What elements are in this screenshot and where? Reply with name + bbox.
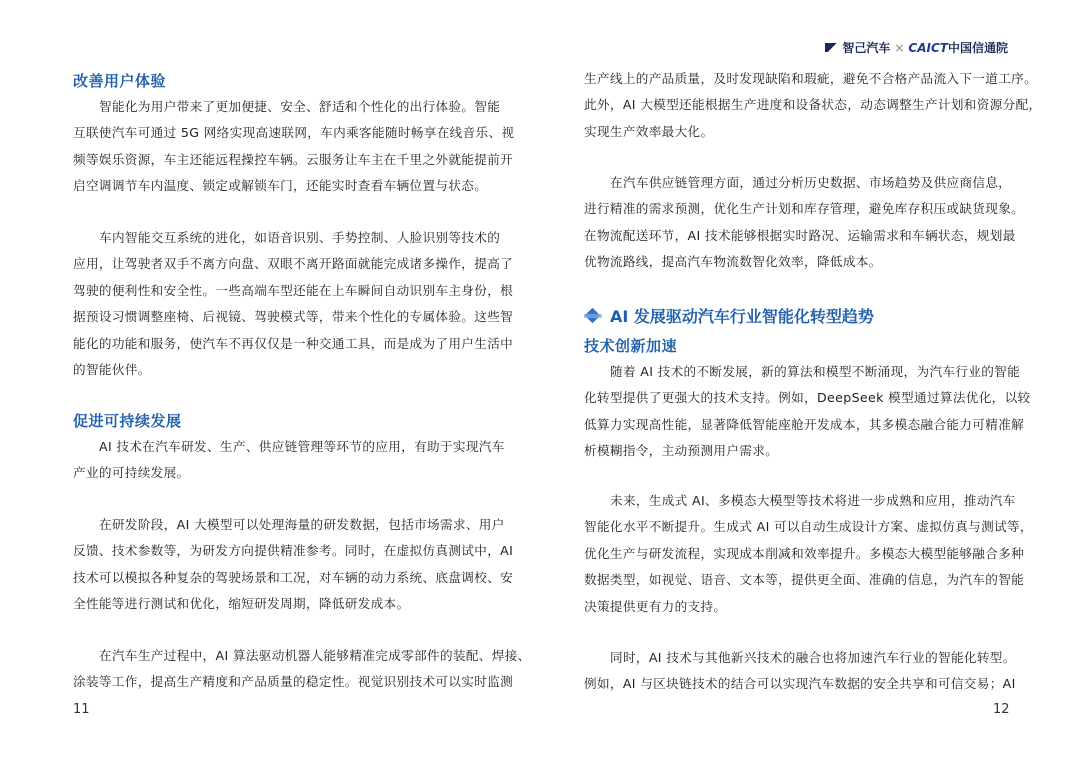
paragraph-supply-chain bbox=[584, 170, 1025, 276]
paragraph-ux-1 bbox=[73, 94, 515, 200]
text-line: 智能化为用户带来了更加便捷、安全、舒适和个性化的出行体验。智能 bbox=[99, 99, 501, 114]
text-line: 优物流路线，提高汽车物流数智化效率，降低成本。 bbox=[584, 254, 882, 270]
text-line: 在汽车生产过程中，AI 算法驱动机器人能够精准完成零部件的装配、焊接、 bbox=[99, 648, 531, 663]
text-line: 的智能伙伴。 bbox=[73, 362, 151, 378]
brand-caict-name: 中国信通院 bbox=[947, 41, 1008, 55]
text-line: 进行精准的需求预测，优化生产计划和库存管理，避免库存积压或缺货现象。 bbox=[584, 201, 1025, 217]
text-line: 启空调调节车内温度、锁定或解锁车门，还能实时查看车辆位置与状态。 bbox=[73, 178, 488, 194]
header-logo bbox=[825, 39, 1008, 56]
text-line: 驾驶的便利性和安全性。一些高端车型还能在上车瞬间自动识别车主身份，根 bbox=[73, 282, 514, 298]
text-line: 实现生产效率最大化。 bbox=[584, 123, 714, 139]
text-line: 据预设习惯调整座椅、后视镜、驾驶模式等，带来个性化的专属体验。这些智 bbox=[73, 309, 514, 325]
page-number-right: 12 bbox=[993, 702, 1010, 717]
text-line: 随着 AI 技术的不断发展，新的算法和模型不断涌现，为汽车行业的智能 bbox=[610, 364, 1021, 379]
heading-sustainability: 促进可持续发展 bbox=[73, 412, 182, 430]
text-line: 例如，AI 与区块链技术的结合可以实现汽车数据的安全共享和可信交易；AI bbox=[584, 676, 1016, 692]
text-line: 化转型提供了更强大的技术支持。例如，DeepSeek 模型通过算法优化，以较 bbox=[584, 390, 1031, 406]
paragraph-tech-1 bbox=[584, 359, 1031, 465]
diamond-icon bbox=[584, 307, 602, 325]
brand-im: 智己汽车 bbox=[842, 41, 891, 55]
text-line: 数据类型，如视觉、语音、文本等，提供更全面、准确的信息，为汽车的智能 bbox=[584, 572, 1025, 588]
text-line: 应用，让驾驶者双手不离方向盘、双眼不离开路面就能完成诸多操作，提高了 bbox=[73, 256, 514, 272]
brand-separator: × bbox=[894, 40, 905, 55]
paragraph-future bbox=[584, 488, 1033, 620]
text-line: 低算力实现高性能，显著降低智能座舱开发成本，其多模态融合能力可精准解 bbox=[584, 416, 1025, 432]
text-line: 涂装等工作，提高生产精度和产品质量的稳定性。视觉识别技术可以实时监测 bbox=[73, 674, 514, 690]
paragraph-production-cont bbox=[584, 66, 1042, 145]
text-line: 反馈、技术参数等，为研发方向提供精准参考。同时，在虚拟仿真测试中，AI bbox=[73, 543, 514, 559]
page-number-left: 11 bbox=[73, 702, 90, 717]
text-line: 未来，生成式 AI、多模态大模型等技术将进一步成熟和应用，推动汽车 bbox=[610, 493, 1016, 508]
text-line: 生产线上的产品质量，及时发现缺陷和瑕疵，避免不合格产品流入下一道工序。 bbox=[584, 71, 1038, 86]
heading-improve-ux: 改善用户体验 bbox=[73, 72, 167, 90]
heading-tech-innovation: 技术创新加速 bbox=[584, 337, 678, 355]
paragraph-rnd bbox=[73, 512, 514, 618]
text-line: 频等娱乐资源，车主还能远程操控车辆。云服务让车主在千里之外就能提前开 bbox=[73, 151, 514, 167]
text-line: AI 技术在汽车研发、生产、供应链管理等环节的应用，有助于实现汽车 bbox=[99, 439, 505, 454]
paragraph-convergence bbox=[584, 645, 1014, 698]
brand-caict: CAICT bbox=[908, 40, 948, 55]
text-line: 在研发阶段，AI 大模型可以处理海量的研发数据，包括市场需求、用户 bbox=[99, 517, 505, 532]
section-title bbox=[584, 304, 874, 327]
text-line: 同时，AI 技术与其他新兴技术的融合也将加速汽车行业的智能化转型。 bbox=[610, 650, 1016, 665]
text-line: 优化生产与研发流程，实现成本削减和效率提升。多模态大模型能够融合多种 bbox=[584, 545, 1025, 561]
paragraph-sustain-1 bbox=[73, 434, 503, 487]
text-line: 在汽车供应链管理方面，通过分析历史数据、市场趋势及供应商信息， bbox=[610, 175, 1012, 190]
text-line: 技术可以模拟各种复杂的驾驶场景和工况，对车辆的动力系统、底盘调校、安 bbox=[73, 569, 514, 585]
text-line: 产业的可持续发展。 bbox=[73, 465, 190, 481]
text-line: 车内智能交互系统的进化，如语音识别、手势控制、人脸识别等技术的 bbox=[99, 230, 501, 245]
text-line: 全性能等进行测试和优化，缩短研发周期，降低研发成本。 bbox=[73, 596, 410, 612]
paragraph-ux-2 bbox=[73, 225, 514, 383]
text-line: 此外，AI 大模型还能根据生产进度和设备状态，动态调整生产计划和资源分配， bbox=[584, 97, 1042, 113]
text-line: 互联使汽车可通过 5G 网络实现高速联网，车内乘客能随时畅享在线音乐、视 bbox=[73, 125, 515, 141]
section-title-text: AI 发展驱动汽车行业智能化转型趋势 bbox=[610, 307, 874, 326]
text-line: 在物流配送环节，AI 技术能够根据实时路况、运输需求和车辆状态，规划最 bbox=[584, 227, 1016, 243]
paragraph-production bbox=[73, 643, 531, 696]
text-line: 能化的功能和服务，使汽车不再仅仅是一种交通工具，而是成为了用户生活中 bbox=[73, 335, 514, 351]
text-line: 析模糊指令，主动预测用户需求。 bbox=[584, 443, 779, 459]
text-line: 决策提供更有力的支持。 bbox=[584, 598, 727, 614]
im-logo-icon bbox=[825, 43, 839, 52]
text-line: 智能化水平不断提升。生成式 AI 可以自动生成设计方案、虚拟仿真与测试等， bbox=[584, 519, 1033, 535]
